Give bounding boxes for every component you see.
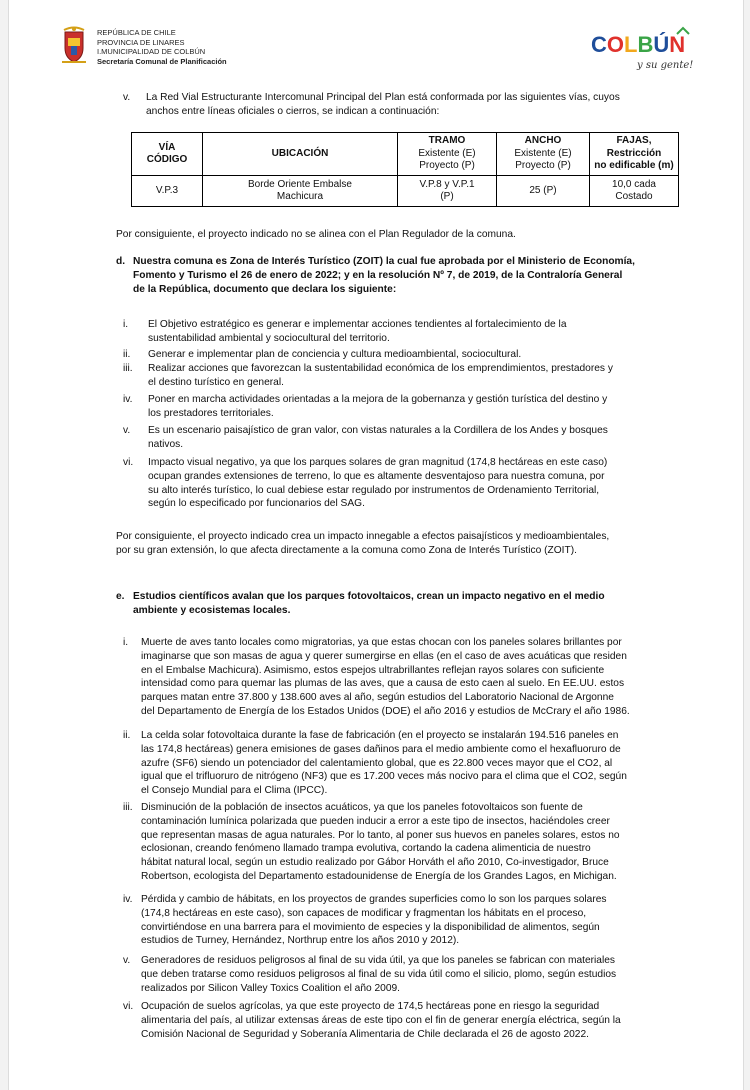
zoit-item-label: ii.: [123, 349, 131, 360]
header-line-3: I.MUNICIPALIDAD DE COLBÚN: [97, 47, 206, 56]
conclusion-plan-regulador: Por consiguiente, el proyecto indicado no se alinea con el Plan Regulador de la comuna.: [116, 229, 516, 240]
colbun-logo: [589, 26, 699, 76]
cell-ubicacion: Borde Oriente Embalse Machicura: [203, 176, 398, 207]
document-page: [8, 0, 744, 1090]
zoit-item: El Objetivo estratégico es generar e implementar acciones tendientes al fortalecimiento de la sustentabilidad ambiental y sociocultural del territorio.: [148, 319, 567, 344]
study-item-label: vi.: [123, 1001, 134, 1012]
municipal-crest-icon: [59, 26, 89, 66]
zoit-item-label: iii.: [123, 363, 133, 374]
zoit-item-label: iv.: [123, 394, 133, 405]
zoit-item-label: vi.: [123, 457, 134, 468]
section-e-heading: Estudios científicos avalan que los parques fotovoltaicos, crean un impacto negativo en el medio ambiente y ecosistemas locales.: [133, 591, 605, 616]
study-item: La celda solar fotovoltaica durante la fase de fabricación (en el proyecto se instalarán 194.516 paneles en las 174,8 hectáreas) genera emisiones de gases dañinos para el medio ambiente como el hexafluoruro de azufre (SF6) siendo un potenciador del calentamiento global, que es 22.800 veces mayor que el CO2, al igual que el trifluoruro de nitrógeno (NF3) que es 17.200 veces más nocivo para el clima que el CO2, según el Consejo Mundial para el Clima (IPCC).: [141, 730, 627, 797]
logo-tagline: y su gente!: [637, 60, 694, 71]
header-line-1: REPÚBLICA DE CHILE: [97, 28, 176, 37]
header-line-2: PROVINCIA DE LINARES: [97, 37, 185, 47]
section-v-text: La Red Vial Estructurante Intercomunal Principal del Plan está conformada por las siguientes vías, cuyos anchos entre líneas oficiales o cierros, se indican a continuación:: [146, 92, 620, 117]
study-item-label: v.: [123, 955, 131, 966]
zoit-item-label: v.: [123, 425, 131, 436]
study-item: Ocupación de suelos agrícolas, ya que este proyecto de 174,5 hectáreas pone en riesgo la seguridad alimentaria del país, al utilizar extensas áreas de este tipo con el fin de generar energía eléctrica, según la Comisión Nacional de Seguridad y Soberanía Alimentaria de Chile declarada el 26 de agosto 2022.: [141, 1001, 621, 1040]
section-d-heading: Nuestra comuna es Zona de Interés Turístico (ZOIT) la cual fue aprobada por el Ministerio de Economía, Fomento y Turismo el 26 de enero de 2022; y en la resolución Nº 7, de 2019, de la Contraloría General de la República, documento que declara los siguiente:: [133, 256, 635, 295]
study-item: Muerte de aves tanto locales como migratorias, ya que estas chocan con los paneles solares brillantes por imaginarse que son masas de agua y querer sumergirse en ellas (en el caso de aves acuáticas que residen en el Embalse Machicura). Asimismo, estos espejos ultrabrillantes reflejan rayos solares con suficiente intensidad como para quemar las plumas de las aves, que a causa de esto caen al suelo. En EE.UU. estos parques matan entre 37.800 y 138.600 aves al año, según estudios del Laboratorio Nacional de Argonne del Departamento de Energía de los Estados Unidos (DOE) el año 2016 y estudios de McCrary el año 1986.: [141, 637, 630, 717]
conclusion-zoit: Por consiguiente, el proyecto indicado crea un impacto innegable a efectos paisajísticos y medioambientales, por su gran extensión, lo que afecta directamente a la comuna como Zona de Interés Turístico (ZOIT).: [116, 531, 610, 556]
study-item-label: iii.: [123, 802, 133, 813]
header-ancho: ANCHO Existente (E) Proyecto (P): [497, 133, 590, 176]
study-item-label: ii.: [123, 730, 131, 741]
study-item-label: i.: [123, 637, 129, 648]
header-department: Secretaría Comunal de Planificación: [97, 56, 227, 66]
study-item: Generadores de residuos peligrosos al final de su vida útil, ya que los paneles se fabrican con materiales que deben tratarse como residuos peligrosos al final de su vida útil como el silicio, plomo, según estudios realizados por Silicon Valley Toxics Coalition el año 2009.: [141, 955, 617, 994]
study-item: Pérdida y cambio de hábitats, en los proyectos de grandes superficies como lo son los parques solares (174,8 hectáreas en este caso), son capaces de modificar y fragmentan los hábitats en el proceso, convirtiéndose en una barrera para el movimiento de especies y la disponibilidad de alimentos, según estudios de Turney, Hernández, Northrup entre los años 2010 y 2012).: [141, 894, 607, 947]
cell-tramo: V.P.8 y V.P.1 (P): [398, 176, 497, 207]
zoit-item: Generar e implementar plan de conciencia y cultura medioambiental, sociocultural.: [148, 349, 522, 360]
zoit-item: Es un escenario paisajístico de gran valor, con vistas naturales a la Cordillera de los Andes y bosques nativos.: [148, 425, 608, 450]
section-v-label: v.: [123, 92, 131, 103]
header-via: VÍA CÓDIGO: [132, 133, 203, 176]
section-d-label: d.: [116, 256, 126, 267]
study-item-label: iv.: [123, 894, 133, 905]
letterhead: [59, 22, 699, 82]
study-item: Disminución de la población de insectos acuáticos, ya que los paneles fotovoltaicos son fuente de contaminación lumínica polarizada que pueden inducir a error a este tipo de insectos, haciéndoles creer que representan masas de agua naturales. Por lo tanto, al poner sus huevos en paneles solares, estos no eclosionan, creando fenómeno llamado trampa evolutiva, cortando la cadena alimenticia de nuestro hábitat natural local, según un estudio realizado por Gábor Horváth el año 2010, Co-investigador, Bruce Robertson, ecologista del Departamento estadounidense de Energía de los Grandes Lagos, en Michigan.: [141, 802, 620, 882]
zoit-item: Poner en marcha actividades orientadas a la mejora de la gobernanza y gestión turística del destino y los prestadores territoriales.: [148, 394, 608, 419]
zoit-item-label: i.: [123, 319, 129, 330]
cell-via: V.P.3: [132, 176, 203, 207]
header-ubicacion: UBICACIÓN: [203, 133, 398, 176]
zoit-item: Realizar acciones que favorezcan la sustentabilidad económica de los emprendimientos, prestadores y el destino turístico en general.: [148, 363, 613, 388]
cell-ancho: 25 (P): [497, 176, 590, 207]
cell-fajas: 10,0 cada Costado: [590, 176, 679, 207]
zoit-item: Impacto visual negativo, ya que los parques solares de gran magnitud (174,8 hectáreas en este caso) ocupan grandes extensiones de terreno, lo que es altamente desventajoso para nuestra comuna, por su alto interés turístico, lo cual debiese estar regulado por instrumentos de Ordenamiento Territorial, según lo especificado por funcionarios del SAG.: [148, 457, 608, 510]
road-network-table: [131, 132, 679, 207]
logo-wordmark: COLBÚN: [591, 32, 686, 57]
header-tramo: TRAMO Existente (E) Proyecto (P): [398, 133, 497, 176]
header-fajas: FAJAS, Restricción no edificable (m): [590, 133, 679, 176]
table-row: [132, 176, 679, 207]
table-header-row: [132, 133, 679, 176]
section-e-label: e.: [116, 591, 125, 602]
